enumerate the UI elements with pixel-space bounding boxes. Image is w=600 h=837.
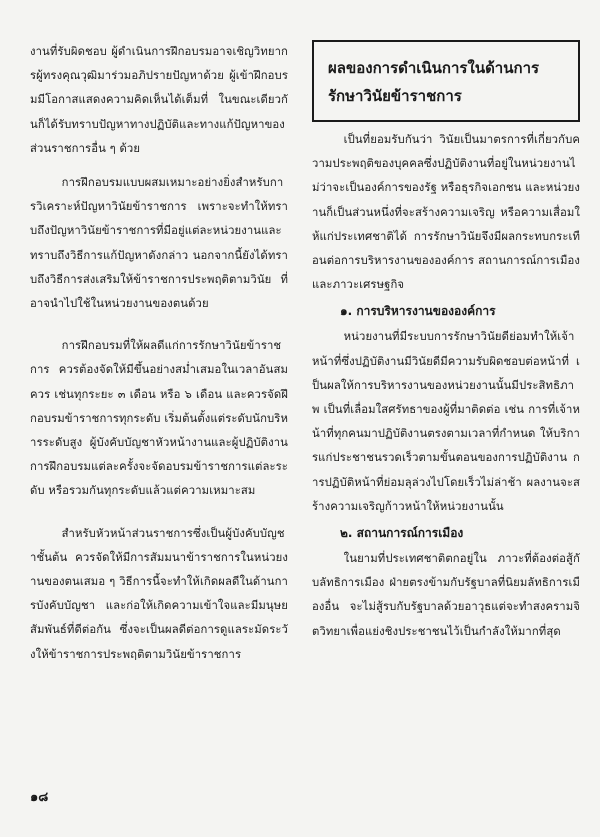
- section-title: ผลของการดำเนินการในด้านการรักษาวินัยข้าราชการ: [328, 59, 540, 105]
- intro-paragraph: เป็นที่ยอมรับกันว่า วินัยเป็นมาตรการที่เกี่ยวกับความประพฤติของบุคคลซึ่งปฏิบัติงานที่อยู่ในหน่วยงานไม่ว่าจะเป็นองค์การของรัฐ หรือธุรกิจเอกชน และหน่วยงานก็เป็นส่วนหนึ่งที่จะสร้างความเจริญ หรือความเสื่อมให้แก่ประเทศชาติได้ การรักษาวินัยจึงมีผลกระทบกระเทือนต่อการบริหารงานขององค์การ สถานการณ์การเมือง และภาวะเศรษฐกิจ: [312, 133, 580, 292]
- section-title-box: [312, 40, 580, 122]
- right-column: [312, 40, 580, 644]
- paragraph: สำหรับหัวหน้าส่วนราชการซึ่งเป็นผู้บังคับบัญชาชั้นต้น ควรจัดให้มีการสัมมนาข้าราชการในหน่วยงานของตนเสมอ ๆ วิธีการนี้จะทำให้เกิดผลดีในด้านการบังคับบัญชา และก่อให้เกิดความเข้าใจและมีมนุษยสัมพันธ์ที่ดีต่อกัน ซึ่งจะเป็นผลดีต่อการดูแลระมัดระวังให้ข้าราชการประพฤติตามวินัยข้าราชการ: [30, 526, 288, 661]
- paragraph: การฝึกอบรมที่ให้ผลดีแก่การรักษาวินัยข้าราชการ ควรต้องจัดให้มีขึ้นอย่างสม่ำเสมอในเวลาอันสมควร เช่นทุกระยะ ๓ เดือน หรือ ๖ เดือน และควรจัดฝึกอบรมข้าราชการทุกระดับ เริ่มต้นตั้งแต่ระดับนักบริหารระดับสูง ผู้บังคับบัญชาหัวหน้างานและผู้ปฏิบัติงาน การฝึกอบรมแต่ละครั้งจะจัดอบรมข้าราชการแต่ละระดับ หรือรวมกันทุกระดับแล้วแต่ความเหมาะสม: [30, 339, 288, 498]
- left-column: [30, 40, 288, 667]
- subheading-political-situation: ๒. สถานการณ์การเมือง: [340, 526, 464, 541]
- paragraph: การฝึกอบรมแบบผสมเหมาะอย่างยิ่งสำหรับการวิเคราะห์ปัญหาวินัยข้าราชการ เพราะจะทำให้ทราบถึงปัญหาวินัยข้าราชการที่มีอยู่แต่ละหน่วยงานและทราบถึงวิธีการแก้ปัญหาดังกล่าว นอกจากนี้ยังได้ทราบถึงวิธีการส่งเสริมให้ข้าราชการประพฤติตามวินัย ที่อาจนำไปใช้ในหน่วยงานของตนด้วย: [30, 176, 288, 311]
- page-number: ๑๘: [30, 790, 49, 805]
- paragraph: หน่วยงานที่มีระบบการรักษาวินัยดีย่อมทำให้เจ้าหน้าที่ซึ่งปฏิบัติงานมีวินัยดีมีความรับผิดชอบต่อหน้าที่ เป็นผลให้การบริหารงานของหน่วยงานนั้นมีประสิทธิภาพ เป็นที่เลื่อมใสศรัทธาของผู้ที่มาติดต่อ เช่น การที่เจ้าหน้าที่ทุกคนมาปฏิบัติงานตรงตามเวลาที่กำหนด ให้บริการแก่ประชาชนรวดเร็วตามขั้นตอนของการปฏิบัติงาน การปฏิบัติหน้าที่ย่อมลุล่วงไปโดยเร็วไม่ล่าช้า ผลงานจะสร้างความเจริญก้าวหน้าให้หน่วยงานนั้น: [312, 330, 580, 513]
- paragraph: ในยามที่ประเทศชาติตกอยู่ใน ภาวะที่ต้องต่อสู้กับลัทธิการเมือง ฝ่ายตรงข้ามกับรัฐบาลที่นิยมลัทธิการเมืองอื่น จะไม่สู้รบกับรัฐบาลด้วยอาวุธแต่จะทำสงครามจิตวิทยาเพื่อแย่งชิงประชาชนไว้เป็นกำลังให้มากที่สุด: [312, 552, 580, 638]
- subheading-organization-admin: ๑. การบริหารงานขององค์การ: [340, 304, 496, 319]
- paragraph: งานที่รับผิดชอบ ผู้ดำเนินการฝึกอบรมอาจเชิญวิทยากรผู้ทรงคุณวุฒิมาร่วมอภิปรายปัญหาด้วย ผู้เข้าฝึกอบรมมีโอกาสแสดงความคิดเห็นได้เต็มที่ ในขณะเดียวกันก็ได้รับทราบปัญหาทางปฏิบัติและทางแก้ปัญหาของส่วนราชการอื่น ๆ ด้วย: [30, 45, 288, 155]
